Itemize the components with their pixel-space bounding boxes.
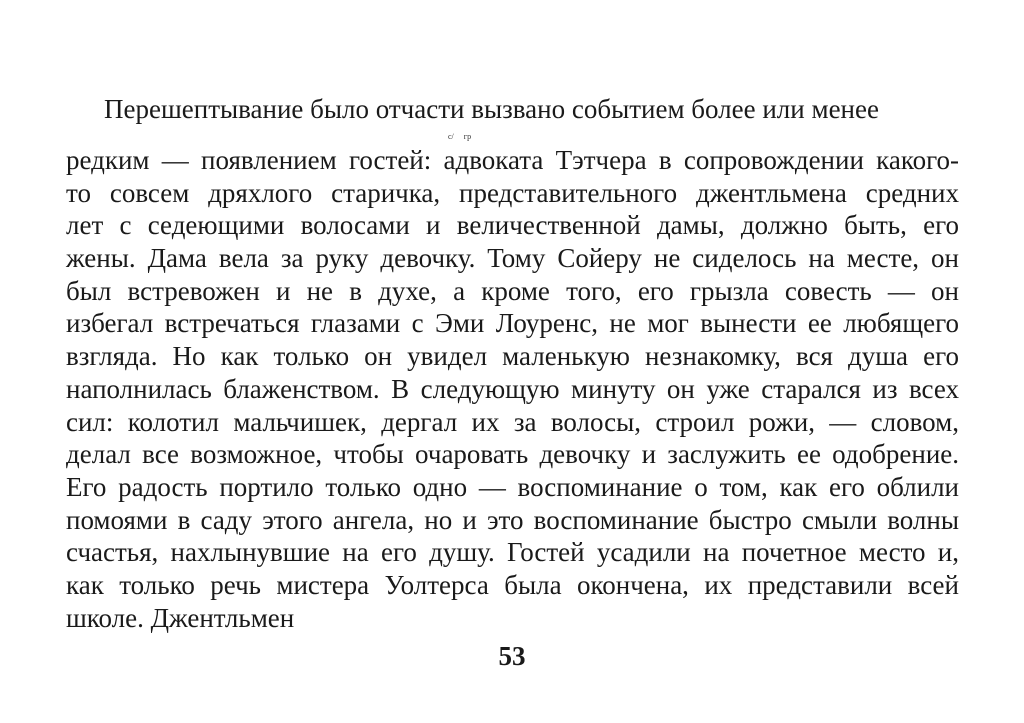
- text-line: жены. Дама вела за руку девочку. Тому Сойеру не сиделось на месте, он: [66, 243, 959, 274]
- text-line: школе. Джентльмен: [66, 602, 295, 633]
- text-line: избегал встречаться глазами с Эми Лоуренс, не мог вынести ее любящего: [66, 308, 959, 339]
- text-line: счастья, нахлынувшие на его душу. Гостей усадили на почетное место и,: [66, 537, 959, 568]
- text-line: Его радость портило только одно — воспоминание о том, как его облили: [66, 471, 959, 502]
- text-line: был встревожен и не в духе, а кроме того, его грызла совесть — он: [66, 275, 959, 306]
- marginal-note-part: гр: [463, 132, 472, 141]
- text-line: сил: колотил мальчишек, дергал их за волосы, строил рожи, — словом,: [66, 406, 959, 437]
- text-line: как только речь мистера Уолтерса была окончена, их представили всей: [66, 569, 959, 600]
- page-number: 53: [498, 641, 526, 671]
- marginal-note-part: с/: [448, 132, 454, 141]
- text-line: редким — появлением гостей: адвоката Тэтчера в сопровождении какого-: [66, 145, 959, 175]
- text-line: лет с седеющими волосами и величественной дамы, должно быть, его: [66, 210, 959, 241]
- text-line: помоями в саду этого ангела, но и это воспоминание быстро смыли волны: [66, 504, 959, 535]
- text-line: делал все возможное, чтобы очаровать девочку и заслужить ее одобрение.: [66, 439, 959, 470]
- marginal-note: [448, 132, 471, 142]
- body-text: [66, 144, 959, 634]
- first-line: Перешептывание было отчасти вызвано событием более или менее: [104, 94, 879, 124]
- text-line: то совсем дряхлого старичка, представительного джентльмена средних: [66, 177, 959, 208]
- text-line: наполнилась блаженством. В следующую минуту он уже старался из всех: [66, 373, 959, 404]
- text-line: взгляда. Но как только он увидел маленькую незнакомку, вся душа его: [66, 341, 959, 372]
